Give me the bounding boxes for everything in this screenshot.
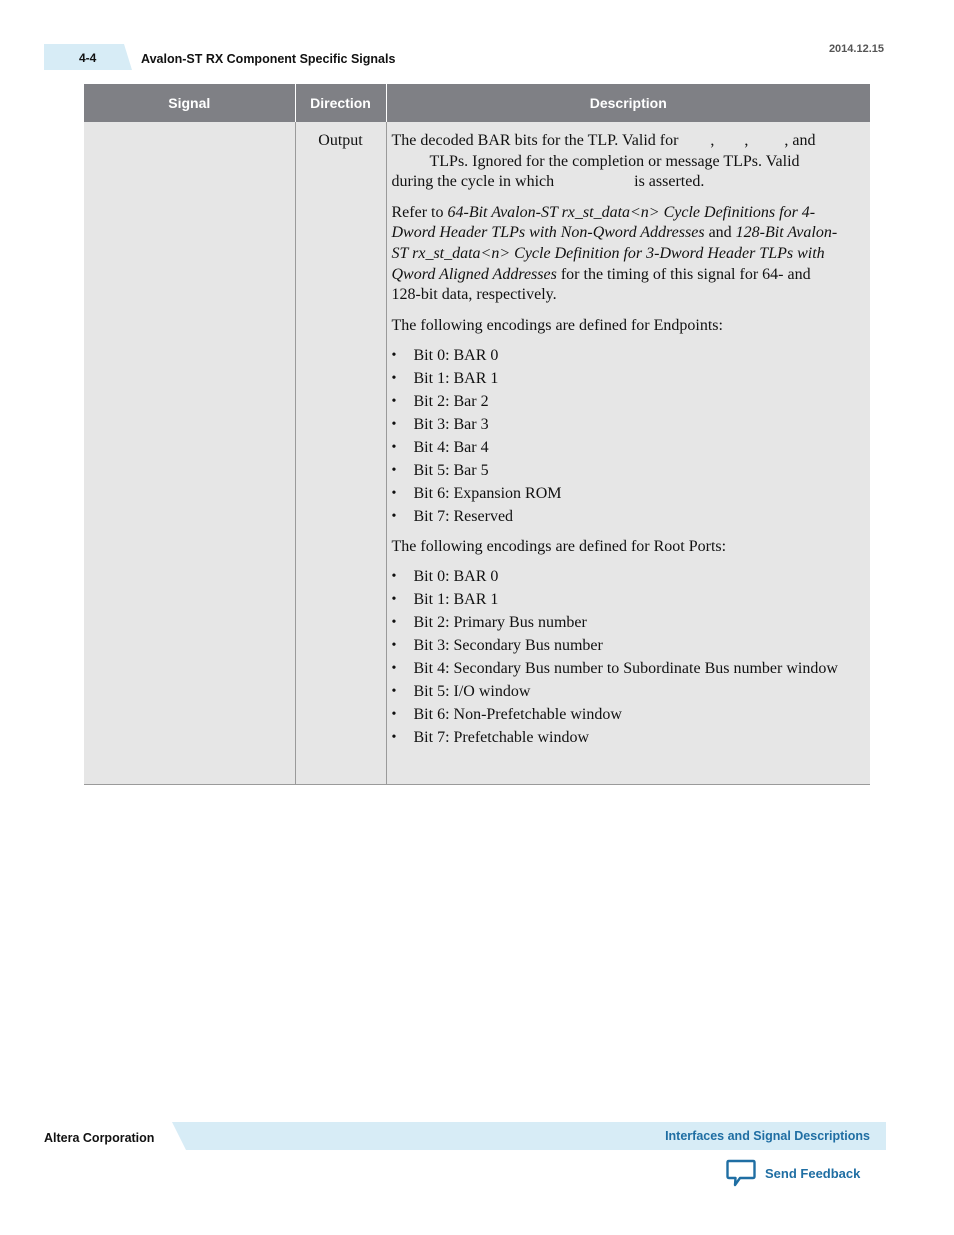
desc-text: TLPs. Ignored for the completion or message TLPs. Valid during the cycle in which — [391, 152, 800, 191]
description-paragraph-bar-bits — [392, 131, 841, 193]
endpoints-intro: The following encodings are defined for Endpoints: — [391, 316, 723, 334]
column-header-direction: Direction — [295, 84, 386, 122]
endpoint-encodings-list — [392, 346, 841, 527]
column-header-signal: Signal — [84, 84, 295, 122]
desc-text: The decoded BAR bits for the TLP. Valid for — [391, 132, 679, 149]
desc-text: for the timing of this signal for 64- and 128-bit data, respectively. — [391, 265, 811, 304]
description-cell — [386, 122, 870, 785]
chapter-link[interactable]: Interfaces and Signal Descriptions — [665, 1129, 870, 1143]
list-item: • Bit 7: Prefetchable window — [392, 728, 841, 749]
list-item: • Bit 6: Expansion ROM — [392, 484, 841, 505]
speech-bubble-icon — [726, 1158, 756, 1188]
document-date: 2014.12.15 — [828, 43, 884, 55]
figure-reference-link[interactable]: 64-Bit Avalon-ST rx_st_data<n> Cycle Definitions for 4-Dword Header TLPs with Non-Qword Addresses — [391, 203, 816, 242]
list-item: • Bit 2: Bar 2 — [392, 392, 841, 413]
list-item: • Bit 5: I/O window — [392, 682, 841, 703]
list-item: • Bit 1: BAR 1 — [392, 590, 841, 611]
direction-cell: Output — [295, 122, 386, 785]
list-item: • Bit 5: Bar 5 — [392, 461, 841, 482]
table-header-row — [84, 84, 870, 122]
page-number: 4-4 — [79, 51, 97, 65]
signal-cell — [84, 122, 295, 785]
list-item: • Bit 4: Bar 4 — [392, 438, 841, 459]
column-header-description: Description — [386, 84, 870, 122]
desc-text: , and — [784, 132, 816, 149]
rootport-encodings-list — [392, 567, 841, 748]
company-name: Altera Corporation — [44, 1131, 155, 1145]
list-item: • Bit 3: Secondary Bus number — [392, 636, 841, 657]
list-item: • Bit 4: Secondary Bus number to Subordinate Bus number window — [392, 659, 841, 680]
table-row — [84, 122, 870, 785]
figure-reference-link[interactable]: 128-Bit Avalon-ST rx_st_data<n> Cycle Definition for 3-Dword Header TLPs with Qword Aligned Addresses — [391, 224, 838, 283]
signal-table — [84, 84, 870, 785]
desc-text: is asserted. — [634, 173, 705, 191]
description-paragraph-timing-reference — [392, 203, 841, 306]
list-item: • Bit 1: BAR 1 — [392, 369, 841, 390]
desc-text: Refer to — [391, 203, 444, 221]
send-feedback-label: Send Feedback — [765, 1165, 861, 1181]
desc-text: , — [744, 132, 749, 149]
list-item: • Bit 3: Bar 3 — [392, 415, 841, 436]
send-feedback-button[interactable] — [726, 1158, 860, 1188]
desc-text: and — [708, 224, 732, 242]
list-item: • Bit 2: Primary Bus number — [392, 613, 841, 634]
list-item: • Bit 0: BAR 0 — [392, 567, 841, 588]
desc-text: , — [710, 132, 715, 149]
list-item: • Bit 7: Reserved — [392, 507, 841, 528]
rootports-intro: The following encodings are defined for Root Ports: — [391, 537, 727, 555]
list-item: • Bit 0: BAR 0 — [392, 346, 841, 367]
section-title: Avalon-ST RX Component Specific Signals — [141, 52, 396, 66]
list-item: • Bit 6: Non-Prefetchable window — [392, 705, 841, 726]
